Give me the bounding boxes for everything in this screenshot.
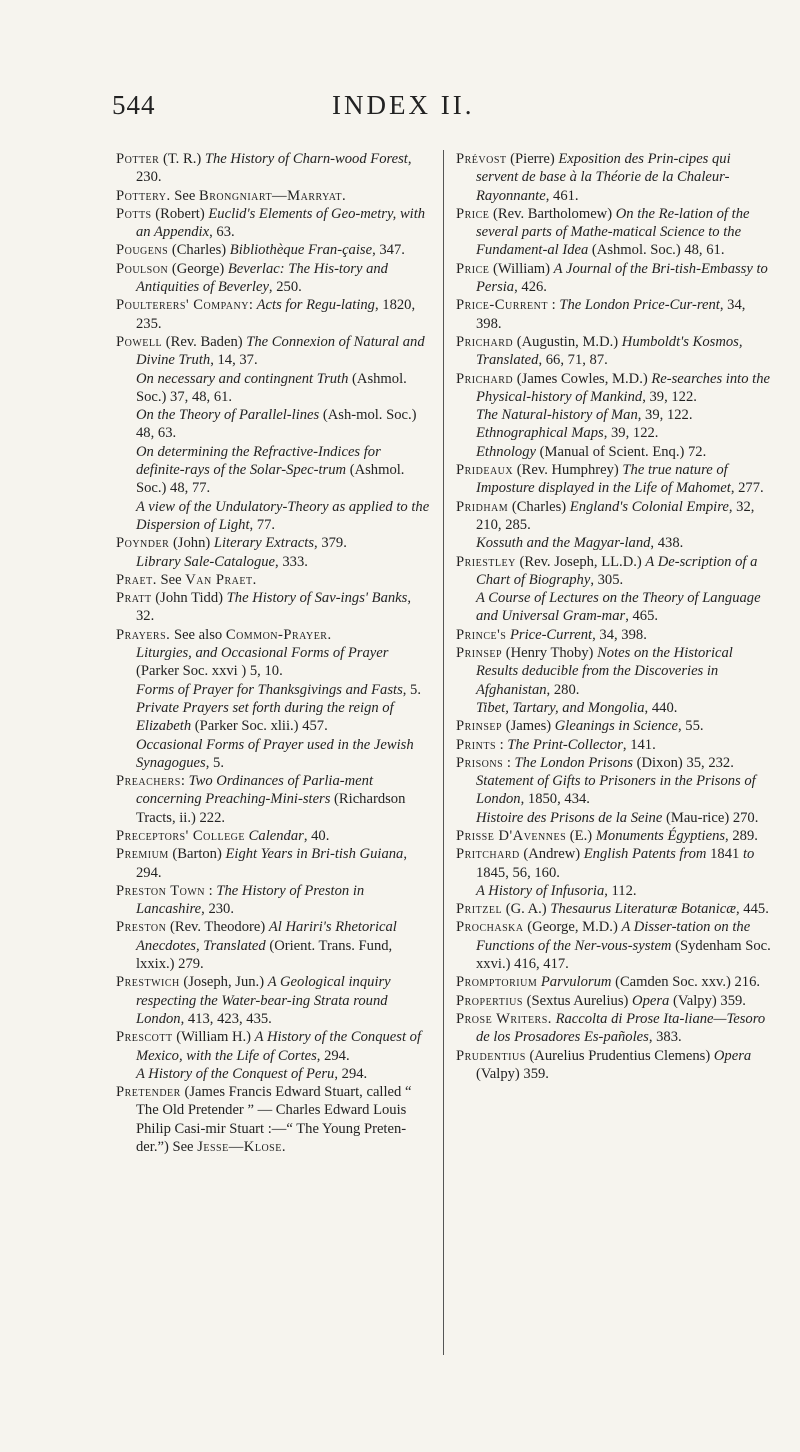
entry-text: , 383. (648, 1029, 682, 1046)
entry-title: Parvulorum (540, 974, 612, 991)
entry-text: (Rev. Bartholomew) (489, 205, 616, 222)
entry-text: , 347. (372, 242, 405, 259)
entry-headword: Prinsep (456, 718, 503, 735)
entry-text: , 289. (725, 827, 758, 844)
entry-headword: Prideaux (456, 462, 514, 479)
entry-headword: Pridham (456, 498, 509, 515)
entry-text: , 438. (650, 535, 684, 552)
index-entry (116, 827, 430, 845)
index-entry (116, 1028, 430, 1065)
entry-text: (E.) (566, 827, 596, 844)
entry-title: A Geological inquiry respecting the Water-bear-ing Strata round London (136, 974, 391, 1027)
entry-headword: Preceptors' College (116, 827, 246, 844)
entry-title: Histoire des Prisons de la Seine (476, 809, 663, 826)
entry-headword: Pottery. (116, 187, 171, 204)
entry-text: (James Cowles, M.D.) (513, 370, 652, 387)
index-entry (456, 626, 772, 644)
entry-title: Statement of Gifts to Prisoners in the Prisons of London (476, 773, 756, 808)
index-subentry (456, 589, 772, 626)
entry-text: (Orient. Trans. Fund, lxxix.) 279. (136, 937, 393, 973)
entry-text: (George) (168, 260, 228, 277)
entry-text: , 333. (275, 553, 308, 570)
index-subentry (116, 553, 430, 571)
entry-title: Exposition des Prin-cipes qui servent de base à la Théorie de la Chaleur-Rayonnante (476, 151, 731, 204)
entry-title: A History of the Conquest of Peru (136, 1065, 335, 1082)
index-entry (116, 918, 430, 973)
entry-text: (Ashmol. Soc.) 48, 77. (136, 462, 405, 497)
entry-title: The Print-Collector (507, 736, 623, 753)
entry-title: Thesaurus Literaturæ Botanicæ (550, 901, 736, 918)
entry-title: Re-searches into the Physical-history of Mankind (476, 370, 770, 405)
entry-headword: Jesse—Klose. (197, 1139, 286, 1156)
entry-text: , 294. (316, 1047, 350, 1064)
entry-text: , 294. (334, 1065, 368, 1082)
index-entry (456, 296, 772, 333)
entry-text: , 34, 398. (592, 626, 647, 643)
index-subentry (116, 1065, 430, 1083)
entry-title: Tibet, Tartary, and Mongolia (476, 699, 645, 716)
entry-title: Euclid's Elements of Geo-metry, with an Appendix (136, 205, 426, 241)
entry-headword: Prayers. (116, 626, 171, 643)
index-entry (116, 150, 430, 187)
index-entry (456, 845, 772, 882)
right-column (456, 150, 772, 1083)
index-subentry (456, 882, 772, 900)
column-divider (443, 150, 444, 1355)
index-entry (456, 754, 772, 772)
entry-text: : (548, 297, 560, 314)
entry-title: The History of Charn-wood Forest (204, 151, 408, 167)
entry-headword: Price-Current (456, 297, 548, 314)
entry-text: (Augustin, M.D.) (513, 333, 622, 350)
entry-headword: Preston (116, 919, 167, 936)
index-entry (116, 296, 430, 333)
index-entry (116, 534, 430, 552)
entry-headword: Prévost (456, 151, 507, 167)
entry-text: , 39, 122. (637, 407, 693, 424)
entry-headword: Prince's (456, 626, 507, 643)
entry-title: Notes on the Historical Results deducible from the Discoveries in Afghanistan (476, 645, 733, 698)
entry-text: (G. A.) (502, 901, 551, 918)
index-subentry (116, 736, 430, 773)
index-entry (116, 205, 430, 242)
entry-text: , 77. (249, 516, 276, 533)
entry-title: Humboldt's Kosmos, Translated (476, 333, 743, 369)
index-subentry (116, 644, 430, 681)
entry-title: Opera (632, 992, 670, 1009)
entry-headword: Pritchard (456, 846, 520, 863)
entry-headword: Praet. (116, 571, 157, 588)
entry-text: , 250. (268, 279, 302, 296)
index-entry (456, 150, 772, 205)
entry-headword: Prisse D'Avennes (456, 827, 567, 844)
entry-text: , 294. (136, 846, 407, 881)
entry-headword: Price (456, 205, 490, 222)
entry-text: See (156, 571, 186, 588)
entry-title: Al Hariri's Rhetorical Anecdotes, Translated (136, 919, 397, 954)
entry-title: The London Price-Cur-rent (559, 297, 720, 314)
index-entry (116, 260, 430, 297)
entry-text: , 63. (209, 224, 235, 241)
entry-headword: Pretender (116, 1084, 181, 1101)
entry-title: A Journal of the Bri-tish-Embassy to Persia (476, 260, 768, 296)
entry-text: (Rev. Humphrey) (513, 462, 623, 479)
index-entry (456, 918, 772, 973)
entry-title: A History of the Conquest of Mexico, with the Life of Cortes (136, 1029, 422, 1064)
entry-headword: Poulterers' Company (116, 297, 249, 314)
index-subentry (116, 370, 430, 407)
entry-text: (Rev. Baden) (162, 333, 247, 350)
entry-text: , 32. (136, 590, 411, 625)
index-entry (116, 845, 430, 882)
entry-text: , 40. (303, 827, 330, 844)
index-subentry (116, 443, 430, 498)
index-subentry (116, 498, 430, 535)
entry-headword: Price (456, 260, 490, 277)
entry-text: (George, M.D.) (523, 919, 622, 936)
entry-text: (James) (502, 718, 555, 735)
entry-text: (Ash-mol. Soc.) 48, 63. (136, 407, 417, 442)
entry-text: (William H.) (172, 1029, 255, 1046)
index-entry (456, 1047, 772, 1084)
entry-text: , 440. (644, 699, 678, 716)
index-entry (456, 827, 772, 845)
entry-title: Two Ordinances of Parlia-ment concerning Preaching-Mini-sters (136, 773, 374, 808)
entry-title: The Connexion of Natural and Divine Truth (136, 333, 425, 369)
index-entry (456, 553, 772, 590)
entry-text: , 379. (314, 535, 347, 552)
entry-headword: Prescott (116, 1029, 173, 1046)
entry-text: (Ashmol. Soc.) 48, 61. (588, 242, 725, 259)
index-entry (456, 205, 772, 260)
entry-text: (Rev. Joseph, LL.D.) (515, 553, 646, 570)
page-number: 544 (112, 90, 156, 120)
entry-text: (Charles) (168, 242, 230, 259)
index-subentry (456, 406, 772, 424)
entry-title: Private Prayers set forth during the reign of Elizabeth (136, 699, 394, 735)
entry-title: On the Re-lation of the several parts of Mathe-matical Science to the Fundament-al Idea (476, 205, 750, 259)
entry-title: Ethnology (476, 443, 536, 460)
entry-headword: Potts (116, 205, 152, 222)
entry-text: (Parker Soc. xlii.) 457. (191, 718, 328, 735)
entry-text: , 66, 71, 87. (538, 352, 608, 369)
entry-headword: Potter (116, 151, 160, 167)
entry-headword: Pritzel (456, 901, 503, 918)
entry-title: Ethnographical Maps (476, 425, 604, 442)
entry-headword: Premium (116, 846, 169, 863)
index-entry (456, 736, 772, 754)
entry-title: Forms of Prayer for Thanksgivings and Fasts (136, 681, 403, 698)
entry-text: , 277. (730, 480, 764, 497)
index-subentry (116, 699, 430, 736)
entry-title: A Course of Lectures on the Theory of Language and Universal Gram-mar (476, 590, 761, 625)
entry-headword: Prints (456, 736, 497, 753)
entry-title: Opera (713, 1047, 752, 1064)
entry-text: (Parker Soc. xxvi ) 5, 10. (136, 663, 283, 680)
entry-text: , 5. (205, 754, 224, 771)
entry-text: (Aurelius Prudentius Clemens) (525, 1047, 714, 1064)
entry-headword: Pratt (116, 590, 152, 607)
entry-text: , 445. (736, 901, 769, 918)
entry-headword: Preston Town (116, 882, 206, 899)
entry-text: (John Tidd) (151, 590, 227, 607)
entry-text: , 461. (545, 187, 579, 204)
index-entry (116, 626, 430, 644)
entry-text: (James Francis Edward Stuart, called “ The Old Pretender ” — Charles Edward Louis Philip Casi-mir Stuart :—“ The Young Preten-der.”) See (136, 1084, 412, 1156)
entry-headword: Prichard (456, 370, 514, 387)
index-subentry (456, 443, 772, 461)
entry-text: (Barton) (168, 846, 226, 863)
index-entry (456, 992, 772, 1010)
entry-text: (Andrew) (519, 846, 584, 863)
entry-text: , 1850, 434. (520, 791, 590, 808)
entry-headword: Common-Prayer. (225, 626, 332, 643)
index-entry (456, 1010, 772, 1047)
entry-text: : (503, 754, 515, 771)
index-subentry (116, 406, 430, 443)
entry-text: See also (170, 626, 226, 643)
left-column (116, 150, 430, 1156)
entry-title: Kossuth and the Magyar-land (476, 535, 651, 552)
entry-title: Eight Years in Bri-tish Guiana (225, 846, 404, 863)
entry-text: (Valpy) 359. (669, 992, 746, 1009)
entry-text: (Valpy) 359. (476, 1065, 549, 1082)
entry-title: On necessary and contingnent Truth (136, 370, 349, 387)
index-subentry (456, 772, 772, 809)
entry-headword: Promptorium (456, 974, 538, 991)
entry-text: See (170, 187, 200, 204)
entry-text: (Joseph, Jun.) (179, 974, 268, 991)
entry-title: Library Sale-Catalogue (136, 553, 276, 570)
entry-headword: Prose Writers. (456, 1010, 552, 1027)
index-subentry (456, 809, 772, 827)
entry-title: Bibliothèque Fran-çaise (229, 242, 373, 259)
entry-text: , 305. (590, 571, 624, 588)
entry-title: The History of Preston in Lancashire (136, 882, 365, 918)
entry-headword: Preachers (116, 773, 181, 790)
entry-headword: Prisons (456, 754, 504, 771)
entry-text: (Richardson Tracts, ii.) 222. (136, 791, 406, 826)
entry-title: On the Theory of Parallel-lines (136, 407, 320, 424)
entry-text: , 112. (604, 882, 637, 899)
entry-text: , 32, 210, 285. (476, 498, 755, 533)
entry-title: On determining the Refractive-Indices for definite-rays of the Solar-Spec-trum (136, 443, 381, 479)
entry-headword: Priestley (456, 553, 516, 570)
entry-text: (Ashmol. Soc.) 37, 48, 61. (136, 370, 407, 405)
index-entry (116, 1083, 430, 1156)
entry-text: , 230. (201, 901, 234, 918)
entry-title: Price-Current (509, 626, 593, 643)
entry-headword: Powell (116, 333, 163, 350)
entry-title: Raccolta di Prose Ita-liane—Tesoro de los Prosadores Es-pañoles (476, 1010, 766, 1046)
entry-headword: Pougens (116, 242, 169, 259)
entry-title: Gleanings in Science (554, 718, 678, 735)
entry-text: : (205, 882, 217, 899)
entry-title: Acts for Regu-lating (256, 297, 375, 314)
index-entry (456, 498, 772, 535)
index-entry (116, 187, 430, 205)
entry-text: (Henry Thoby) (502, 645, 598, 662)
entry-text: , 14, 37. (210, 352, 258, 369)
entry-text: (Sydenham Soc. xxvi.) 416, 417. (476, 937, 771, 973)
entry-headword: Poulson (116, 260, 169, 277)
entry-text: , 141. (622, 736, 656, 753)
entry-title: A De-scription of a Chart of Biography (476, 553, 758, 588)
entry-text: (Camden Soc. xxv.) 216. (611, 974, 761, 991)
entry-title: A Disser-tation on the Functions of the Ner-vous-system (476, 919, 751, 954)
entry-title: A view of the Undulatory-Theory as applied to the Dispersion of Light (136, 498, 430, 533)
index-subentry (116, 681, 430, 699)
entry-text: (Charles) (508, 498, 570, 515)
index-entry (116, 571, 430, 589)
entry-title: Calendar (248, 827, 304, 844)
running-head: INDEX II. (332, 90, 475, 120)
entry-headword: Brongniart—Marryat. (199, 187, 347, 204)
index-entry (116, 772, 430, 827)
entry-text: (Rev. Theodore) (166, 919, 269, 936)
entry-text: (Manual of Scient. Enq.) 72. (536, 443, 707, 460)
entry-text: , 426. (514, 279, 547, 296)
entry-text: (Pierre) (506, 151, 559, 167)
entry-title: The History of Sav-ings' Banks (226, 590, 408, 607)
index-entry (116, 333, 430, 370)
entry-text: , 34, 398. (476, 297, 746, 332)
entry-title: to (742, 846, 755, 863)
entry-text: , 230. (136, 151, 412, 186)
entry-headword: Prinsep (456, 645, 503, 662)
entry-text: , 280. (546, 681, 580, 698)
entry-text: (Sextus Aurelius) (522, 992, 633, 1009)
entry-text: , 413, 423, 435. (180, 1010, 272, 1027)
entry-headword: Poynder (116, 535, 170, 552)
index-subentry (456, 534, 772, 552)
entry-text: : (248, 297, 257, 314)
entry-text: , 5. (402, 681, 421, 698)
index-entry (456, 461, 772, 498)
entry-headword: Prudentius (456, 1047, 526, 1064)
entry-text: , 39, 122. (642, 388, 697, 405)
entry-title: Beverlac: The His-tory and Antiquities of Beverley (136, 260, 388, 296)
index-entry (456, 333, 772, 370)
index-entry (116, 589, 430, 626)
entry-headword: Prichard (456, 333, 514, 350)
entry-title: The true nature of Imposture displayed in the Life of Mahomet (476, 462, 731, 497)
entry-title: Monuments Égyptiens (595, 827, 726, 844)
entry-headword: Propertius (456, 992, 523, 1009)
entry-text: (Dixon) 35, 232. (632, 754, 734, 771)
entry-text: : (180, 773, 189, 790)
entry-text: (Mau-rice) 270. (662, 809, 759, 826)
entry-title: The London Prisons (514, 754, 633, 771)
index-entry (116, 973, 430, 1028)
entry-text: : (496, 736, 508, 753)
entry-title: The Natural-history of Man (476, 407, 638, 424)
index-subentry (456, 424, 772, 442)
entry-text: 1845, 56, 160. (476, 864, 560, 881)
entry-headword: Van Praet. (185, 571, 257, 588)
entry-title: England's Colonial Empire (569, 498, 729, 515)
entry-title: Occasional Forms of Prayer used in the Jewish Synagogues (136, 736, 414, 771)
entry-title: English Patents from (583, 846, 707, 863)
index-entry (456, 973, 772, 991)
entry-text: (William) (489, 260, 554, 277)
index-entry (456, 717, 772, 735)
entry-title: Liturgies, and Occasional Forms of Prayer (136, 645, 389, 662)
index-entry (456, 644, 772, 699)
entry-headword: Prochaska (456, 919, 524, 936)
index-entry (456, 900, 772, 918)
entry-text: , 465. (625, 608, 659, 625)
entry-text: , 55. (677, 718, 704, 735)
entry-text: 1841 (706, 846, 743, 863)
index-subentry (456, 699, 772, 717)
index-entry (456, 260, 772, 297)
entry-text: (Robert) (151, 205, 209, 222)
entry-text: (T. R.) (159, 151, 205, 167)
entry-text: , 1820, 235. (136, 297, 416, 332)
entry-headword: Prestwich (116, 974, 180, 991)
entry-title: A History of Infusoria (476, 882, 605, 899)
index-entry (116, 882, 430, 919)
index-entry (116, 241, 430, 259)
entry-text: , 39, 122. (603, 425, 659, 442)
index-entry (456, 370, 772, 407)
entry-title: Literary Extracts (213, 535, 315, 552)
entry-text: (John) (169, 535, 214, 552)
